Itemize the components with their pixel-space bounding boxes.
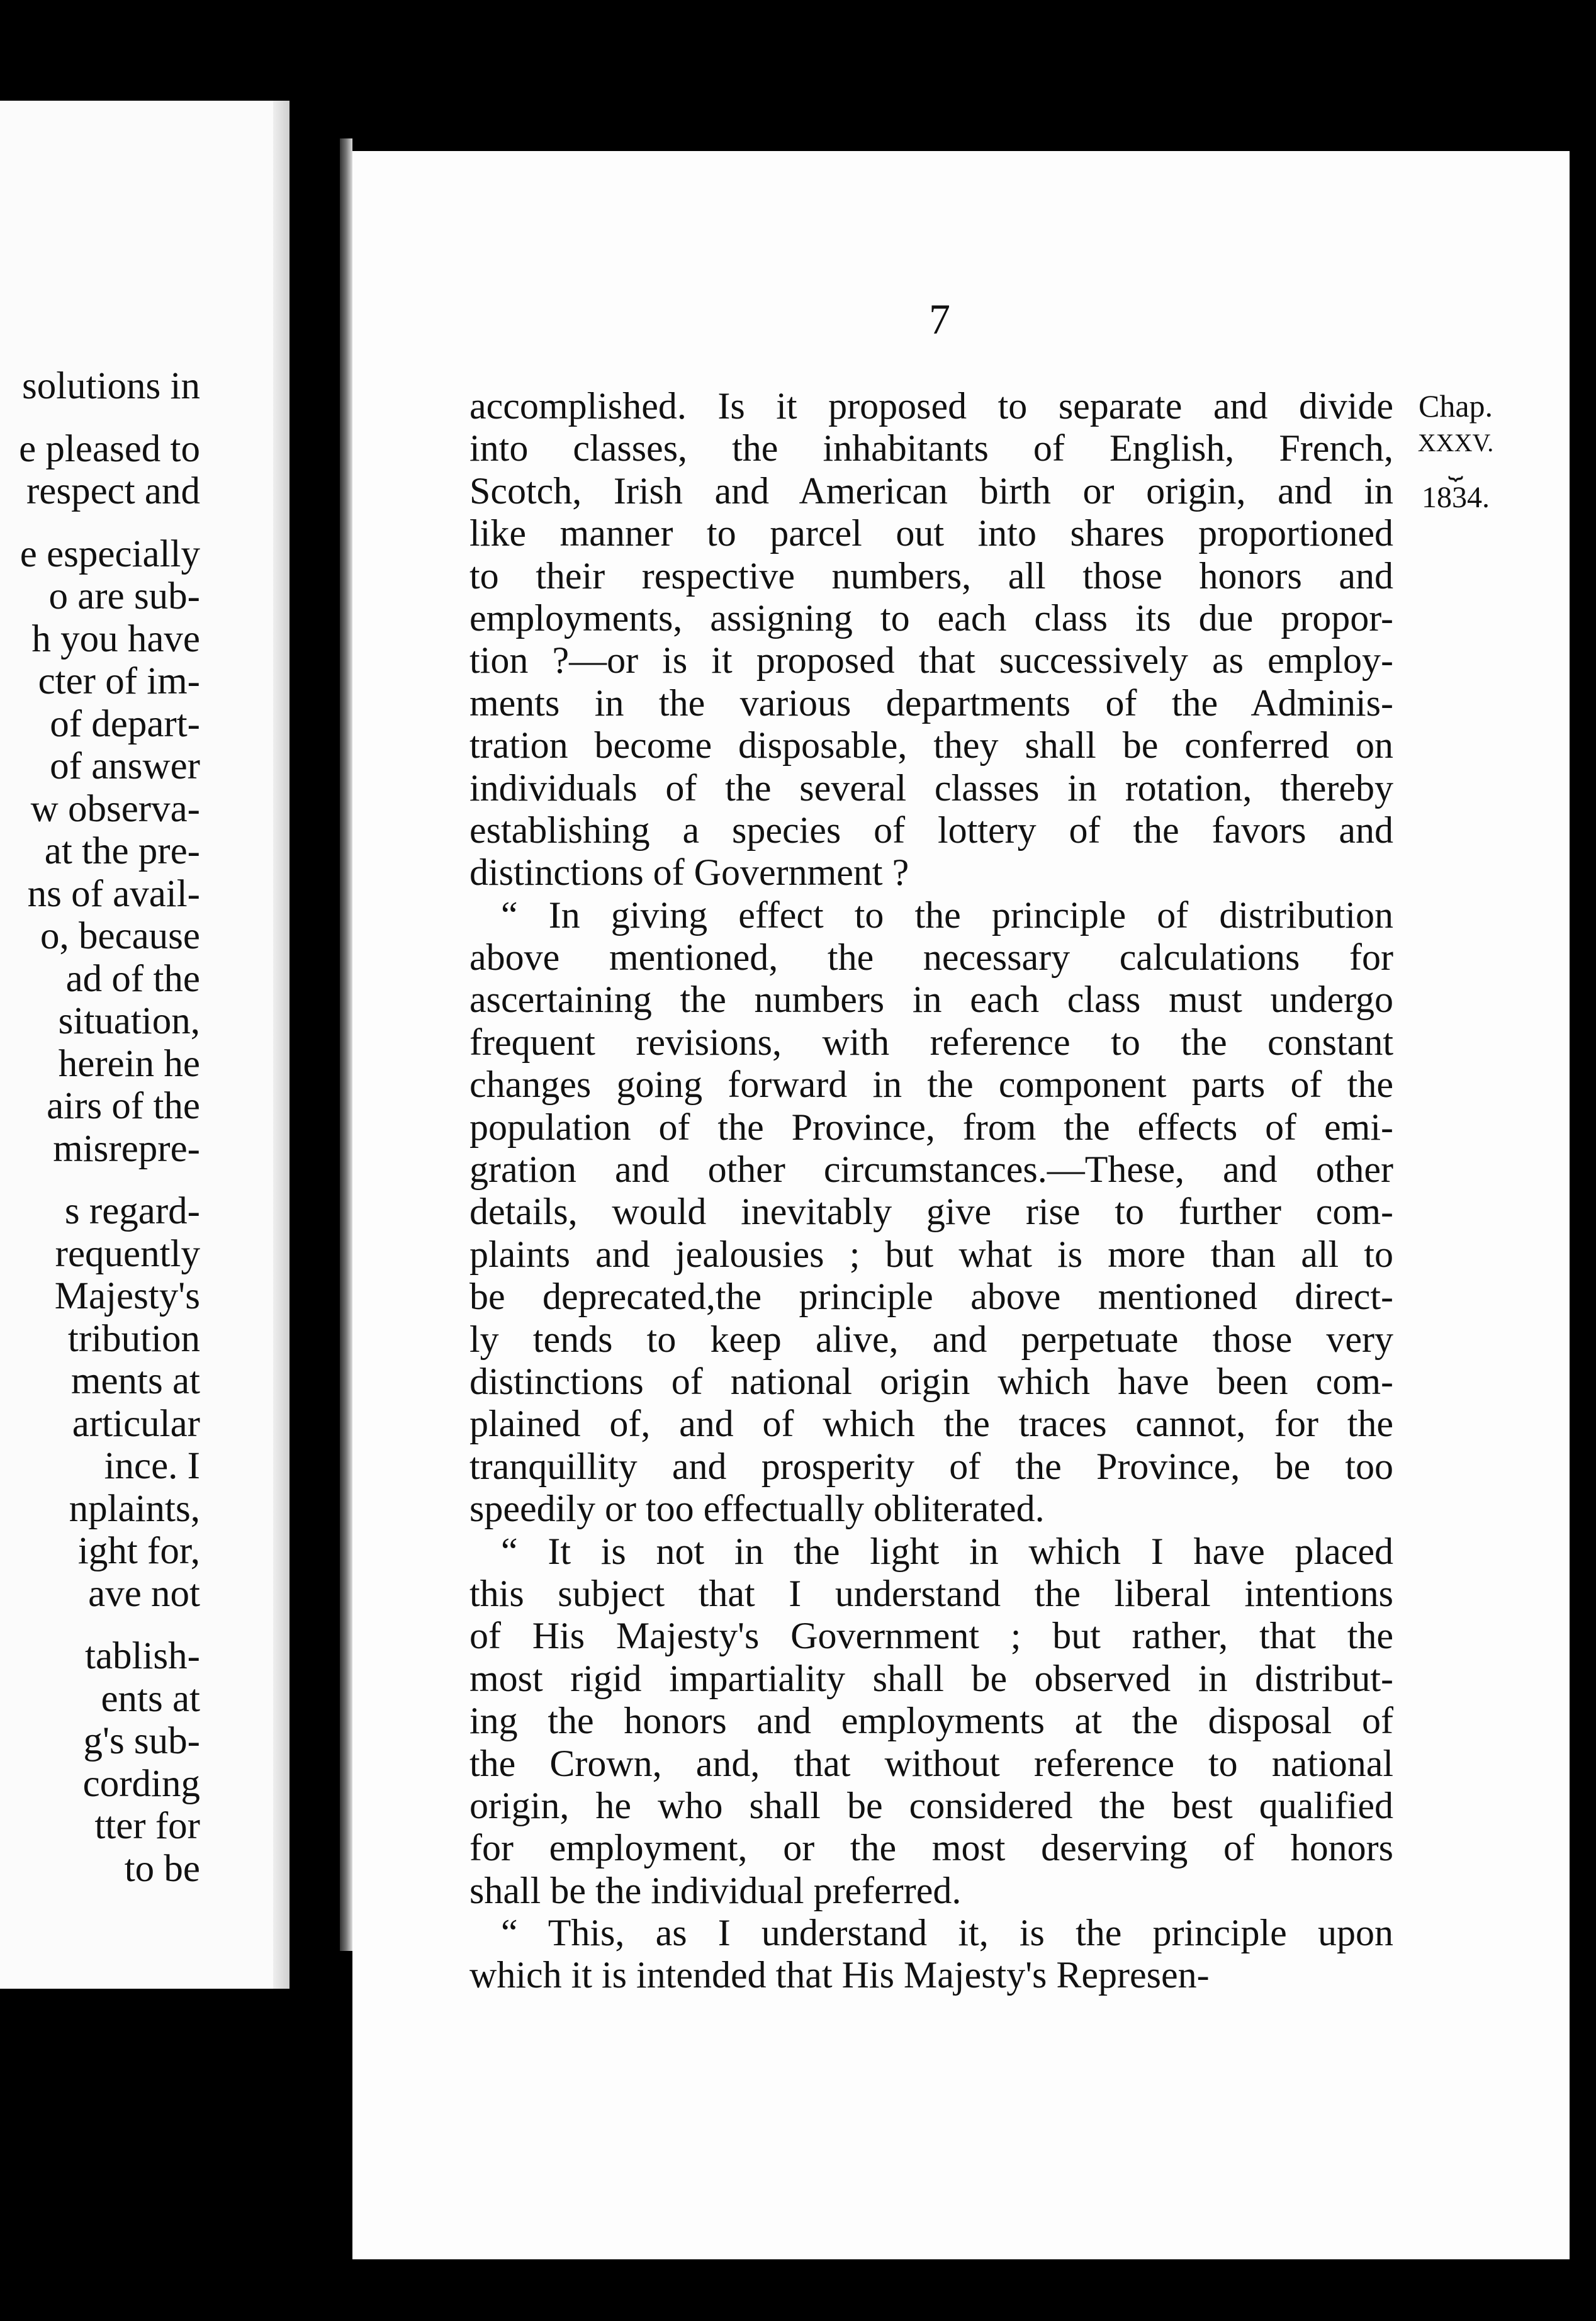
left-page-fragment: respect and bbox=[26, 470, 200, 512]
left-page-fragment: ight for, bbox=[77, 1530, 200, 1572]
text-line: ing the honors and employments at the disposal of bbox=[469, 1700, 1393, 1742]
text-line: frequent revisions, with reference to the constant bbox=[469, 1021, 1393, 1063]
left-page-fragment: cording bbox=[82, 1762, 200, 1805]
body-text bbox=[469, 385, 1393, 1997]
text-line: tration become disposable, they shall be conferred on bbox=[469, 724, 1393, 767]
left-page-fragment: articular bbox=[72, 1402, 200, 1445]
left-page-fragment: misrepre- bbox=[53, 1127, 200, 1170]
left-page-fragment: airs of the bbox=[47, 1085, 200, 1127]
left-page-fragment: of answer bbox=[50, 745, 200, 787]
left-page-fragment: cter of im- bbox=[38, 660, 200, 702]
left-page-fragment: Majesty's bbox=[54, 1275, 200, 1317]
margin-brace: ⏟ bbox=[1448, 451, 1463, 480]
text-line: distinctions of Government ? bbox=[469, 851, 909, 894]
text-line: which it is intended that His Majesty's Represen- bbox=[469, 1954, 1210, 1996]
left-page-fragment: h you have bbox=[31, 617, 200, 660]
left-page-fragment: at the pre- bbox=[44, 830, 200, 872]
text-line: plained of, and of which the traces cannot, for the bbox=[469, 1403, 1393, 1445]
left-page-fragment: e especially bbox=[20, 532, 200, 575]
text-line: to their respective numbers, all those honors and bbox=[469, 554, 1393, 597]
text-line: “ It is not in the light in which I have placed bbox=[501, 1530, 1393, 1572]
left-page-fragment: tter for bbox=[94, 1805, 200, 1847]
text-line: of His Majesty's Government ; but rather, that the bbox=[469, 1615, 1393, 1657]
text-line: plaints and jealousies ; but what is more than all to bbox=[469, 1233, 1393, 1275]
left-page-fragment: w observa- bbox=[30, 787, 200, 830]
left-page-fragment: nplaints, bbox=[69, 1487, 200, 1530]
left-page-fragment: herein he bbox=[58, 1042, 200, 1085]
text-line: speedily or too effectually obliterated. bbox=[469, 1488, 1045, 1530]
left-page-fragment: tribution bbox=[67, 1317, 200, 1360]
text-line: tion ?—or is it proposed that successively as employ- bbox=[469, 639, 1393, 682]
left-page-text-fragments bbox=[0, 365, 283, 1890]
page-number: 7 bbox=[929, 295, 950, 343]
text-line: origin, he who shall be considered the best qualified bbox=[469, 1784, 1393, 1826]
text-line: “ This, as I understand it, is the principle upon bbox=[501, 1912, 1393, 1954]
left-page-fragment: of depart- bbox=[50, 702, 200, 745]
text-line: ascertaining the numbers in each class must undergo bbox=[469, 979, 1393, 1021]
text-line: gration and other circumstances.—These, and other bbox=[469, 1149, 1393, 1191]
book-gutter bbox=[340, 138, 352, 1951]
left-page-fragment: situation, bbox=[58, 1000, 200, 1042]
text-line: ments in the various departments of the Adminis- bbox=[469, 682, 1393, 724]
left-page-fragment: ns of avail- bbox=[27, 872, 200, 915]
left-page-fragment bbox=[0, 1615, 283, 1635]
text-line: distinctions of national origin which have been com- bbox=[469, 1360, 1393, 1402]
left-page-fragment: e pleased to bbox=[19, 427, 200, 470]
text-line: details, would inevitably give rise to further com- bbox=[469, 1191, 1393, 1233]
left-page-fragment: ince. I bbox=[104, 1445, 200, 1487]
left-page-fragment: g's sub- bbox=[83, 1720, 200, 1762]
left-page-fragment: ad of the bbox=[65, 957, 200, 1000]
paragraph bbox=[469, 1912, 1393, 1997]
text-line: shall be the individual preferred. bbox=[469, 1869, 962, 1911]
left-page-fragment bbox=[0, 408, 283, 428]
text-line: the Crown, and, that without reference to national bbox=[469, 1742, 1393, 1784]
text-line: into classes, the inhabitants of English, French, bbox=[469, 427, 1393, 469]
left-page-fragment: to be bbox=[124, 1847, 200, 1890]
text-line: for employment, or the most deserving of honors bbox=[469, 1827, 1393, 1869]
text-line: “ In giving effect to the principle of distribution bbox=[501, 894, 1393, 936]
left-page-fragment: s regard- bbox=[64, 1190, 200, 1232]
margin-chapter-number: XXXV. bbox=[1417, 429, 1494, 457]
left-page-fragment: ave not bbox=[88, 1572, 200, 1615]
margin-year: 1834. bbox=[1422, 481, 1490, 514]
text-line: population of the Province, from the effects of emi- bbox=[469, 1106, 1393, 1148]
margin-chapter-label: Chap. bbox=[1418, 388, 1493, 424]
text-line: individuals of the several classes in rotation, thereby bbox=[469, 767, 1393, 809]
margin-note bbox=[1408, 385, 1503, 518]
text-line: be deprecated,the principle above mentioned direct- bbox=[469, 1276, 1393, 1318]
left-page-fragment: solutions in bbox=[21, 365, 200, 407]
left-page-fragment: o are sub- bbox=[48, 575, 200, 617]
text-line: most rigid impartiality shall be observed in distribut- bbox=[469, 1657, 1393, 1699]
text-line: establishing a species of lottery of the favors and bbox=[469, 809, 1393, 851]
text-line: ly tends to keep alive, and perpetuate those very bbox=[469, 1318, 1393, 1360]
left-page-fragment: tablish- bbox=[85, 1635, 200, 1677]
paragraph bbox=[469, 894, 1393, 1531]
text-line: changes going forward in the component parts of the bbox=[469, 1064, 1393, 1106]
text-line: employments, assigning to each class its due propor- bbox=[469, 597, 1393, 639]
text-line: this subject that I understand the liberal intentions bbox=[469, 1572, 1393, 1614]
left-page-fragment: ments at bbox=[71, 1360, 200, 1402]
paragraph bbox=[469, 1531, 1393, 1913]
left-page-fragment: requently bbox=[55, 1232, 200, 1275]
left-page-fragment: o, because bbox=[40, 915, 200, 957]
left-page-fragment bbox=[0, 1170, 283, 1190]
text-line: like manner to parcel out into shares proportioned bbox=[469, 512, 1393, 554]
text-line: above mentioned, the necessary calculations for bbox=[469, 936, 1393, 979]
text-line: accomplished. Is it proposed to separate and divide bbox=[469, 385, 1393, 427]
left-page-fragment bbox=[0, 513, 283, 533]
left-page-fragment: ents at bbox=[101, 1677, 200, 1720]
paragraph bbox=[469, 385, 1393, 894]
text-line: tranquillity and prosperity of the Province, be too bbox=[469, 1445, 1393, 1487]
text-line: Scotch, Irish and American birth or origin, and in bbox=[469, 469, 1393, 512]
